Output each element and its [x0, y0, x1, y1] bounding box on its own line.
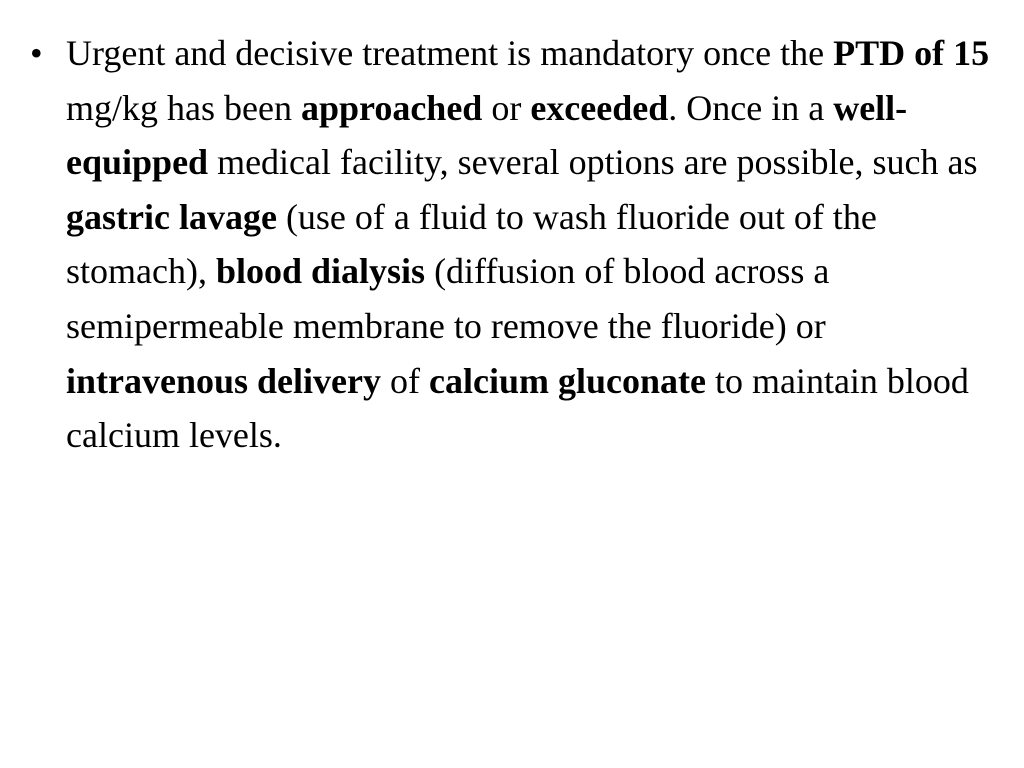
text-segment: medical facility, several options are possible, such as [208, 142, 978, 183]
text-segment: mg/kg has been [66, 87, 301, 128]
bold-exceeded: exceeded [530, 87, 669, 128]
text-segment: of [380, 360, 429, 401]
text-segment: . Once in a [668, 87, 834, 128]
bullet-icon: • [30, 33, 43, 73]
bold-intravenous-delivery: intravenous delivery [66, 360, 381, 401]
bold-well-equipped: well-equipped [66, 87, 908, 183]
bold-calcium-gluconate: calcium gluconate [428, 360, 706, 401]
text-segment: or [482, 87, 531, 128]
bold-blood-dialysis: blood dialysis [215, 251, 426, 292]
bullet-text [66, 33, 989, 455]
text-segment: (use of a fluid to wash fluoride out of the stomach), [66, 196, 877, 292]
bold-gastric-lavage: gastric lavage [66, 196, 277, 237]
bullet-item [30, 26, 1005, 463]
text-segment: (diffusion of blood across a semipermeable membrane to remove the fluoride) or [66, 251, 830, 346]
bold-approached: approached [300, 87, 483, 128]
text-segment: Urgent and decisive treatment is mandatory once the [66, 33, 834, 73]
text-segment: to maintain blood calcium levels. [66, 360, 969, 456]
bold-ptd-value: PTD of 15 [833, 33, 990, 73]
bullet-list [30, 26, 1005, 463]
